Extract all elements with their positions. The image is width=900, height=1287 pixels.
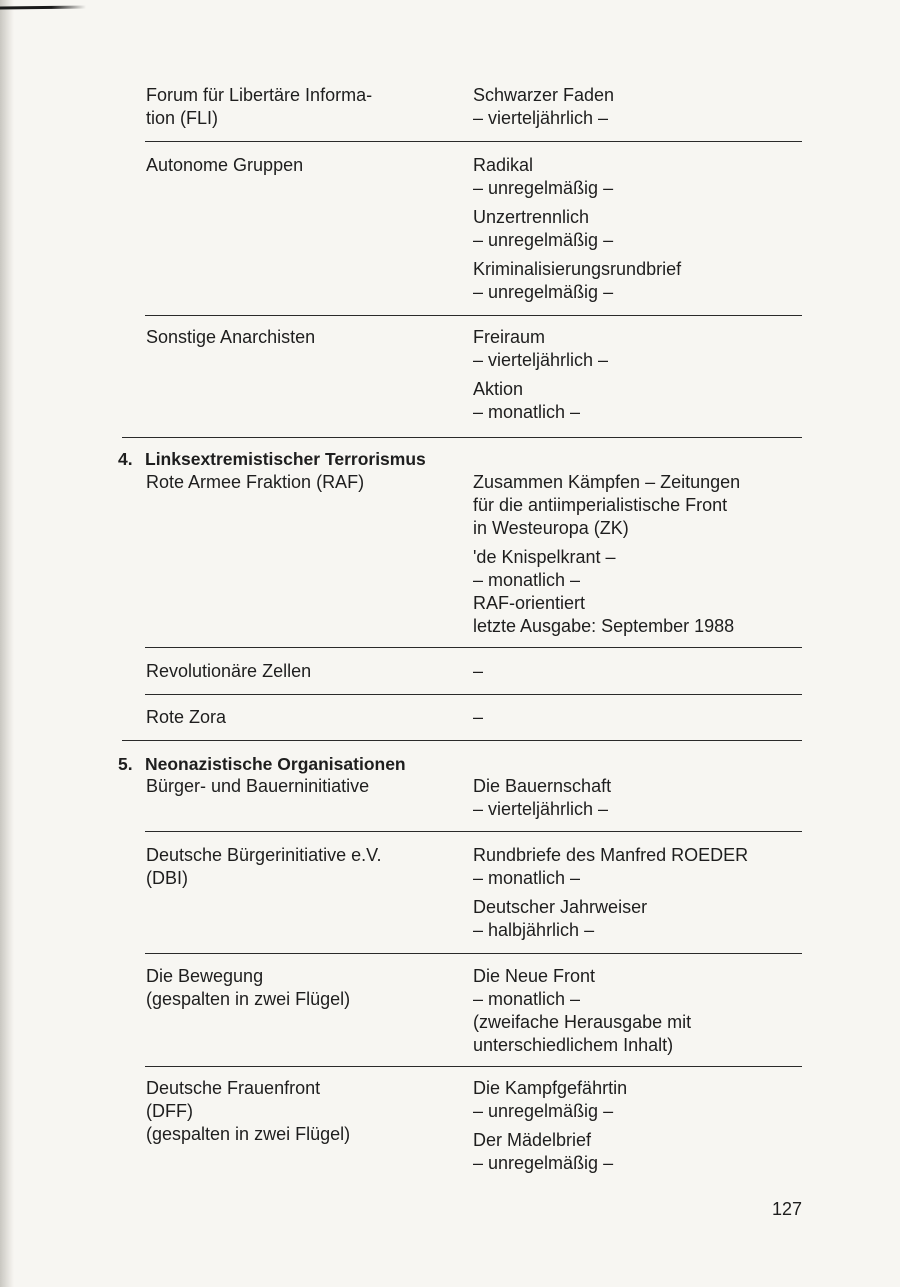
publication [473, 896, 793, 942]
organization-name [146, 84, 446, 130]
organization-line: Rote Zora [146, 707, 227, 727]
publication [473, 206, 793, 252]
publication [473, 1077, 793, 1123]
organization-line: Rote Armee Fraktion (RAF) [146, 472, 365, 492]
section-number: 4. [118, 449, 133, 469]
publications [473, 844, 793, 942]
publication-line: Die Kampfgefährtin [473, 1078, 628, 1098]
publication-line: Unzertrennlich [473, 207, 590, 227]
publication-line: Der Mädelbrief [473, 1130, 592, 1150]
publication-line: – monatlich – [473, 402, 581, 422]
publication [473, 965, 793, 1057]
publications [473, 1077, 793, 1175]
publication [473, 706, 793, 729]
publication-line: letzte Ausgabe: September 1988 [473, 616, 735, 636]
organization-line: (gespalten in zwei Flügel) [146, 1124, 351, 1144]
publication [473, 775, 793, 821]
publication [473, 84, 793, 130]
organization-name [146, 1077, 446, 1146]
publication-line: – halbjährlich – [473, 920, 595, 940]
publications [473, 706, 793, 729]
divider-rule [145, 831, 802, 832]
organization-line: tion (FLI) [146, 108, 219, 128]
organization-line: Autonome Gruppen [146, 155, 304, 175]
divider-rule [122, 437, 802, 438]
publications [473, 471, 793, 638]
publication-line: – unregelmäßig – [473, 178, 614, 198]
publication-line: – vierteljährlich – [473, 350, 609, 370]
divider-rule [145, 953, 802, 954]
organization-line: Die Bewegung [146, 966, 264, 986]
publication-line: Rundbriefe des Manfred ROEDER [473, 845, 749, 865]
organization-line: Sonstige Anarchisten [146, 327, 316, 347]
section-title: Neonazistische Organisationen [145, 754, 406, 774]
publication-line: – unregelmäßig – [473, 1153, 614, 1173]
publication-line: (zweifache Herausgabe mit [473, 1012, 692, 1032]
publication-line: in Westeuropa (ZK) [473, 518, 629, 538]
publication [473, 471, 793, 540]
publication-line: Schwarzer Faden [473, 85, 615, 105]
publication-line: 'de Knispelkrant – [473, 547, 616, 567]
organization-line: Deutsche Bürgerinitiative e.V. [146, 845, 382, 865]
organization-name [146, 965, 446, 1011]
divider-rule [145, 647, 802, 648]
divider-rule [145, 315, 802, 316]
publication-line: Aktion [473, 379, 524, 399]
divider-rule [145, 141, 802, 142]
publication [473, 378, 793, 424]
publication [473, 660, 793, 683]
organization-name [146, 706, 446, 729]
organization-line: Deutsche Frauenfront [146, 1078, 321, 1098]
publication [473, 258, 793, 304]
publication-line: – [473, 661, 484, 681]
organization-name [146, 844, 446, 890]
publication [473, 326, 793, 372]
publication-line: – unregelmäßig – [473, 282, 614, 302]
divider-rule [122, 740, 802, 741]
divider-rule [145, 1066, 802, 1067]
publication-line: – monatlich – [473, 989, 581, 1009]
publication-line: – monatlich – [473, 570, 581, 590]
publications [473, 965, 793, 1057]
organization-name [146, 660, 446, 683]
organization-name [146, 154, 446, 177]
organization-line: (gespalten in zwei Flügel) [146, 989, 351, 1009]
publication-line: – vierteljährlich – [473, 799, 609, 819]
publication-line: – [473, 707, 484, 727]
publications [473, 154, 793, 304]
publication [473, 1129, 793, 1175]
publication [473, 844, 793, 890]
publication-line: Radikal [473, 155, 534, 175]
section-number: 5. [118, 754, 133, 774]
organization-name [146, 775, 446, 798]
publication-line: unterschiedlichem Inhalt) [473, 1035, 674, 1055]
publications [473, 660, 793, 683]
organization-line: (DFF) [146, 1101, 193, 1121]
organization-line: Bürger- und Bauerninitiative [146, 776, 370, 796]
publication-line: – unregelmäßig – [473, 1101, 614, 1121]
organization-line: Revolutionäre Zellen [146, 661, 312, 681]
section-heading-5 [118, 753, 406, 775]
publication-line: – vierteljährlich – [473, 108, 609, 128]
publications [473, 326, 793, 424]
publications [473, 775, 793, 821]
publication-line: Deutscher Jahrweiser [473, 897, 648, 917]
organization-line: (DBI) [146, 868, 188, 888]
organization-name [146, 471, 446, 494]
section-title: Linksextremistischer Terrorismus [145, 449, 426, 469]
publication-line: Kriminalisierungsrundbrief [473, 259, 682, 279]
publication [473, 546, 793, 638]
publication-line: Zusammen Kämpfen – Zeitungen [473, 472, 741, 492]
page-number: 127 [771, 1199, 802, 1219]
publication-line: für die antiimperialistische Front [473, 495, 728, 515]
publication-line: Freiraum [473, 327, 546, 347]
publication-line: Die Neue Front [473, 966, 596, 986]
publication-line: – monatlich – [473, 868, 581, 888]
publication-line: RAF-orientiert [473, 593, 586, 613]
organization-line: Forum für Libertäre Informa- [146, 85, 373, 105]
divider-rule [145, 694, 802, 695]
section-heading-4 [118, 448, 426, 470]
publication-line: Die Bauernschaft [473, 776, 612, 796]
organization-name [146, 326, 446, 349]
publications [473, 84, 793, 130]
publication [473, 154, 793, 200]
publication-line: – unregelmäßig – [473, 230, 614, 250]
